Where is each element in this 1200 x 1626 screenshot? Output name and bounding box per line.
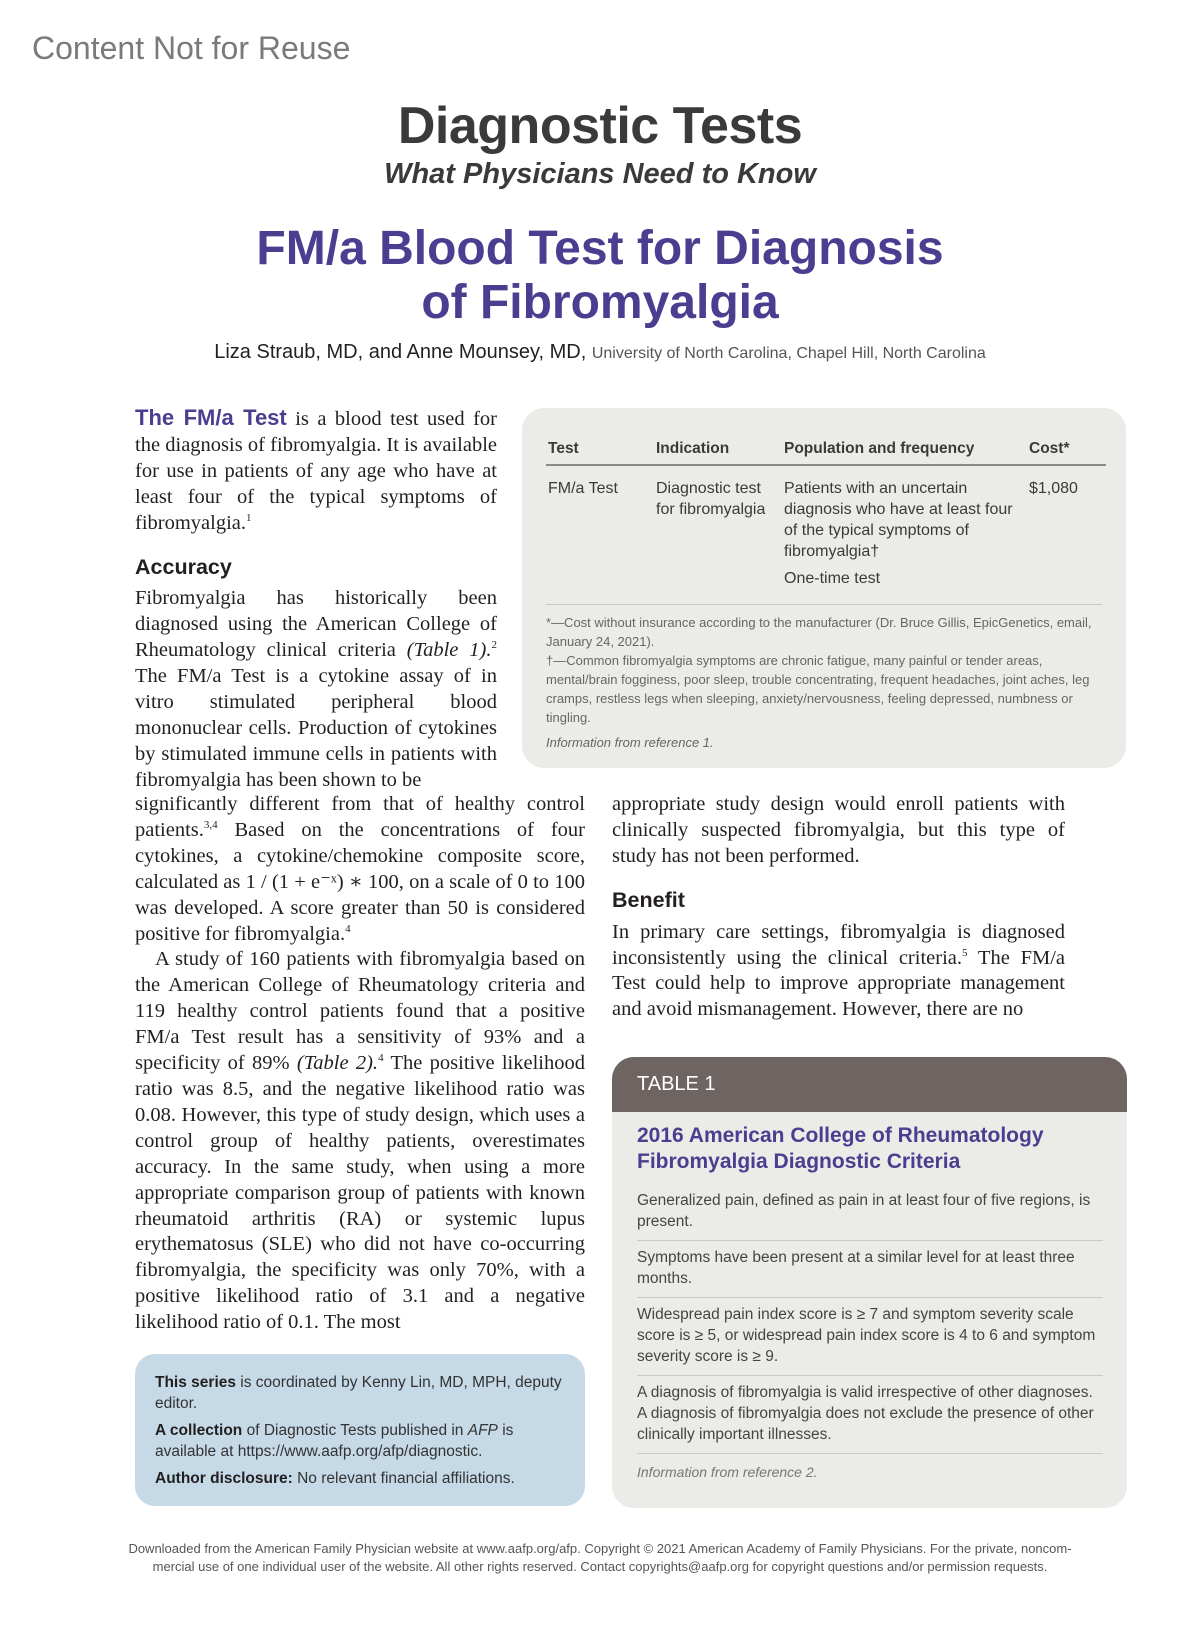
table-1-label: TABLE 1	[612, 1057, 1127, 1112]
cell-indication: Diagnostic test for fibromyalgia	[656, 480, 766, 518]
column-header-cost: Cost*	[1027, 426, 1106, 465]
table-reference[interactable]: (Table 1).	[406, 639, 492, 662]
benefit-paragraph: In primary care settings, fibromyalgia is diagnosed inconsistently using the clinical criteria.$^5$ The FM/a Test could help to improve appropriate management and avoid mismanagement. However, there are no	[612, 920, 1065, 1021]
table-1-title: 2016 American College of Rheumatology Fibromyalgia Diagnostic Criteria	[637, 1124, 1044, 1173]
series-title: Diagnostic Tests	[397, 97, 803, 155]
summary-table-box	[522, 408, 1126, 768]
table-1-criteria	[637, 1184, 1103, 1483]
study-paragraph: A study of 160 patients with fibromyalgia based on the American College of Rheumatology criteria and 119 healthy control patients found that a positive FM/a Test result has a sensitivity of 93% and a specificity of 89% (Table 2).$^4$ The positive likelihood ratio was 8.5, and the negative likelihood ratio was 0.08. However, this type of study design, which uses a control group of healthy patients, overestimates accuracy. In the same study, when using a more appropriate comparison group of patients with known rheumatoid arthritis (RA) or systemic lupus erythematosus (SLE) who did not have co-occurring fibromyalgia, the specificity was only 70%, with a positive likelihood ratio of 3.1 and a negative likelihood ratio of 0.1. The most	[135, 948, 585, 1334]
reference: 3,4	[203, 819, 218, 832]
population-text: Patients with an uncertain diagnosis who have at least four of the typical symptoms of fibromyalgia†	[784, 480, 1013, 560]
affiliation: University of North Carolina, Chapel Hill, North Carolina	[591, 345, 986, 362]
list-item: Generalized pain, defined as pain in at least four of five regions, is present.	[637, 1184, 1103, 1241]
article-title-line2: of Fibromyalgia	[421, 276, 779, 329]
intro-and-accuracy-column	[135, 405, 497, 794]
right-column	[612, 792, 1065, 1023]
reference: 1	[246, 511, 252, 524]
collection-note: A collection of Diagnostic Tests published in AFP is available at https://www.aafp.org/afp/diagnostic.	[155, 1422, 514, 1460]
cell-cost: $1,080	[1029, 480, 1078, 497]
table-1-source: Information from reference 2.	[637, 1464, 818, 1480]
authors: Liza Straub, MD, and Anne Mounsey, MD,	[214, 341, 587, 363]
divider	[546, 604, 1102, 605]
column-header-test: Test	[546, 426, 654, 465]
reference: 4	[345, 922, 351, 935]
footer-line2: mercial use of one individual user of the website. All other rights reserved. Contact copyrights@aafp.org for copyright questions and/or permission requests.	[152, 1559, 1048, 1574]
table-reference[interactable]: (Table 2).	[296, 1052, 379, 1075]
article-title	[0, 222, 1200, 330]
footnote-symptoms: †—Common fibromyalgia symptoms are chronic fatigue, many painful or tender areas, mental/brain fogginess, poor sleep, trouble concentrating, frequent headaches, joint aches, leg cramps, restless legs when sleeping, anxiety/nervousness, feeling depressed, numbness or tingling.	[546, 653, 1090, 725]
series-coordinator: This series is coordinated by Kenny Lin, MD, MPH, deputy editor.	[155, 1374, 562, 1412]
accuracy-paragraph: Fibromyalgia has historically been diagnosed using the American College of Rheumatology clinical criteria (Table 1).$^2$ The FM/a Test is a cytokine assay of in vitro stimulated peripheral blood mononuclear cells. Production of cytokines by stimulated immune cells in patients with fibromyalgia has been shown to be	[135, 587, 498, 791]
byline	[0, 341, 1200, 364]
watermark: Content Not for Reuse	[32, 30, 351, 66]
column-header-population: Population and frequency	[782, 426, 1027, 465]
study-paragraph-continued: appropriate study design would enroll patients with clinically suspected fibromyalgia, but this type of study has not been performed.	[612, 793, 1065, 867]
summary-table	[546, 426, 1106, 593]
series-info-box	[135, 1354, 585, 1506]
table-row	[546, 465, 1106, 593]
accuracy-column-continued	[135, 792, 585, 1336]
article-title-line1: FM/a Blood Test for Diagnosis	[256, 222, 944, 275]
series-subtitle: What Physicians Need to Know	[384, 158, 816, 190]
accuracy-paragraph-continued: significantly different from that of healthy control patients.$^{3,4}$ Based on the concentrations of four cytokines, a cytokine/chemokine composite score, calculated as 1 / (1 + e⁻ˣ) ∗ 100, on a scale of 0 to 100 was developed. A score greater than 50 is considered positive for fibromyalgia.$^4$	[135, 793, 585, 945]
accuracy-heading: Accuracy	[135, 554, 232, 579]
column-header-indication: Indication	[654, 426, 782, 465]
list-item: A diagnosis of fibromyalgia is valid irrespective of other diagnoses. A diagnosis of fibromyalgia does not exclude the presence of other clinically important illnesses.	[637, 1376, 1103, 1454]
reference: 2	[491, 639, 498, 652]
list-item: Widespread pain index score is ≥ 7 and symptom severity scale score is ≥ 5, or widespread pain index score is 4 to 6 and symptom severity score is ≥ 9.	[637, 1298, 1103, 1376]
table-1	[612, 1057, 1127, 1508]
frequency-text: One-time test	[784, 570, 881, 587]
copyright-footer	[0, 1540, 1200, 1576]
collection-link[interactable]: is available at https://www.aafp.org/afp/diagnostic.	[155, 1422, 514, 1460]
reference: 4	[378, 1052, 384, 1065]
footnote-cost: *—Cost without insurance according to the manufacturer (Dr. Bruce Gillis, EpicGenetics, email, January 24, 2021).	[546, 615, 1092, 649]
summary-table-notes	[546, 604, 1102, 752]
list-item: Symptoms have been present at a similar level for at least three months.	[637, 1241, 1103, 1298]
footer-line1: Downloaded from the American Family Physician website at www.aafp.org/afp. Copyright © 2021 American Academy of Family Physicians. For the private, noncom-	[128, 1541, 1072, 1556]
cell-test: FM/a Test	[548, 480, 618, 497]
summary-table-source: Information from reference 1.	[546, 735, 714, 750]
author-disclosure: Author disclosure: No relevant financial affiliations.	[155, 1470, 515, 1487]
benefit-heading: Benefit	[612, 887, 685, 912]
cell-population	[782, 465, 1027, 593]
intro-paragraph: The FM/a Test is a blood test used for the diagnosis of fibromyalgia. It is available for use in patients of any age who have at least four of the typical symptoms of fibromyalgia.$^1$	[135, 405, 497, 534]
summary-table-header-row	[546, 426, 1106, 465]
lead-in: The FM/a Test	[135, 405, 287, 430]
reference: 5	[962, 946, 968, 959]
